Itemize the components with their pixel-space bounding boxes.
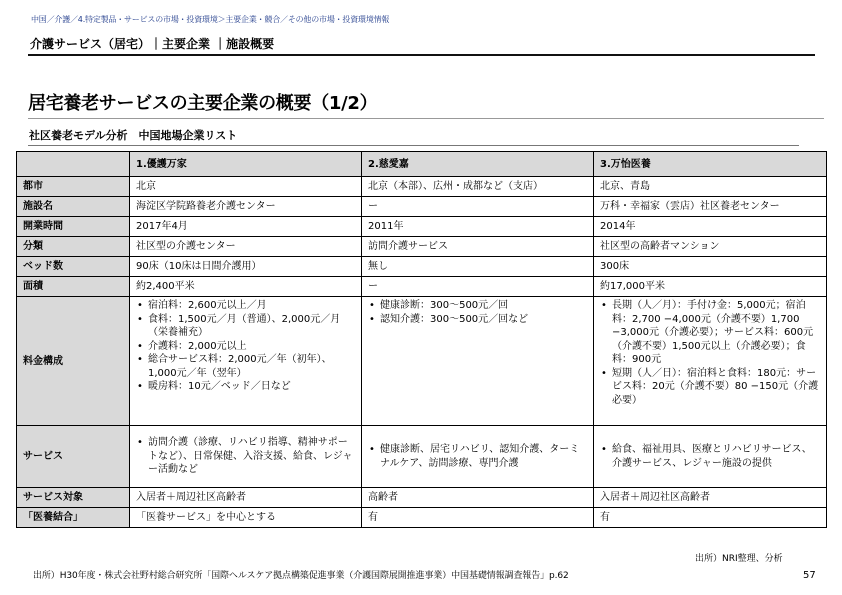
row-label: 料金構成 [17, 297, 130, 426]
table-cell: 訪問介護サービス [362, 237, 594, 257]
row-label: サービス対象 [17, 488, 130, 508]
row-label: 「医養結合」 [17, 508, 130, 528]
table-cell: 有 [362, 508, 594, 528]
bullet-item: • 健康診断、居宅リハビリ、認知介護、ターミナルケア、訪問診療、専門介護 [368, 443, 587, 470]
source-note: 出所）NRI整理、分析 [695, 554, 783, 564]
table-cell: 約2,400平米 [130, 277, 362, 297]
table-subtitle: 社区養老モデル分析 中国地場企業リスト [29, 129, 238, 142]
table-cell: 約17,000平米 [594, 277, 827, 297]
bullet-list [136, 436, 355, 477]
table-cell: ー [362, 277, 594, 297]
row-label: 都市 [17, 177, 130, 197]
bullet-item: • 給食、福祉用具、医療とリハビリサービス、介護サービス、レジャー施設の提供 [600, 443, 820, 470]
bullet-list [600, 443, 820, 470]
table-cell [594, 426, 827, 488]
bullet-item: • 認知介護：300～500元／回など [368, 313, 587, 327]
bullet-item: • 総合サービス料：2,000元／年（初年）、1,000元／年（翌年） [136, 353, 355, 380]
bullet-item: • 暖房料：10元／ベッド／日など [136, 380, 355, 394]
bullet-list [136, 299, 355, 394]
bullet-list [368, 299, 587, 326]
table-row [17, 177, 827, 197]
breadcrumb: 中国／介護／4.特定製品・サービスの市場・投資環境＞主要企業・競合／その他の市場・投資環境情報 [31, 15, 390, 24]
table-cell [130, 297, 362, 426]
table-cell [594, 297, 827, 426]
table-cell: 2011年 [362, 217, 594, 237]
table-row [17, 508, 827, 528]
header-cell-company: 2.慈愛嘉 [362, 152, 594, 177]
table-cell: 北京（本部）、広州・成都など（支店） [362, 177, 594, 197]
table-cell: 有 [594, 508, 827, 528]
table-cell: 90床（10床は日間介護用） [130, 257, 362, 277]
table-row [17, 488, 827, 508]
table-cell [362, 297, 594, 426]
table-cell: ー [362, 197, 594, 217]
company-comparison-table [16, 151, 827, 528]
row-label: ベッド数 [17, 257, 130, 277]
table-cell: 海淀区学院路養老介護センター [130, 197, 362, 217]
table-cell [130, 426, 362, 488]
table-cell: 万科・幸福家（雲店）社区養老センター [594, 197, 827, 217]
table-cell: 社区型の介護センター [130, 237, 362, 257]
table-cell: 2017年4月 [130, 217, 362, 237]
bullet-list [600, 299, 820, 407]
row-label: サービス [17, 426, 130, 488]
table-cell: 入居者＋周辺社区高齢者 [594, 488, 827, 508]
bullet-item: • 長期（人／月）：手付け金：5,000元；宿泊料：2,700 −4,000元（介護不要）1,700 −3,000元（介護必要）；サービス料：600元（介護不要）1,500元以上（介護必要）；食料：900元 [600, 299, 820, 367]
bullet-item: • 介護料：2,000元以上 [136, 340, 355, 354]
header-cell-blank [17, 152, 130, 177]
row-label: 開業時間 [17, 217, 130, 237]
subtitle-rule [28, 145, 799, 146]
table-row [17, 197, 827, 217]
row-label: 施設名 [17, 197, 130, 217]
bullet-item: • 訪問介護（診療、リハビリ指導、精神サポートなど）、日常保健、入浴支援、給食、レジャー活動など [136, 436, 355, 477]
bullet-list [368, 443, 587, 470]
table-cell: 「医養サービス」を中心とする [130, 508, 362, 528]
header-cell-company: 1.優護万家 [130, 152, 362, 177]
table-header-row [17, 152, 827, 177]
table-row [17, 297, 827, 426]
table-cell [362, 426, 594, 488]
table-row [17, 217, 827, 237]
table-cell: 入居者＋周辺社区高齢者 [130, 488, 362, 508]
header-cell-company: 3.万怡医養 [594, 152, 827, 177]
table-cell: 300床 [594, 257, 827, 277]
section-title: 介護サービス（居宅）｜主要企業 ｜施設概要 [30, 37, 275, 51]
footnote: 出所）H30年度・株式会社野村総合研究所「国際ヘルスケア拠点構築促進事業（介護国際展開推進事業）中国基礎情報調査報告」p.62 [33, 571, 569, 581]
table-row [17, 257, 827, 277]
table-row [17, 277, 827, 297]
table-row [17, 426, 827, 488]
row-label: 面積 [17, 277, 130, 297]
bullet-item: • 短期（人／日）：宿泊料と食料：180元：サービス料：20元（介護不要）80 −150元（介護必要） [600, 367, 820, 408]
bullet-item: • 宿泊料：2,600元以上／月 [136, 299, 355, 313]
table-cell: 北京 [130, 177, 362, 197]
header-rule [28, 54, 815, 56]
table-row [17, 237, 827, 257]
table-cell: 無し [362, 257, 594, 277]
bullet-item: • 食料：1,500元／月（普通）、2,000元／月（栄養補充） [136, 313, 355, 340]
table-cell: 高齢者 [362, 488, 594, 508]
table-cell: 社区型の高齢者マンション [594, 237, 827, 257]
title-rule [28, 118, 824, 119]
table-cell: 北京、青島 [594, 177, 827, 197]
page-number: 57 [803, 570, 816, 581]
bullet-item: • 健康診断：300～500元／回 [368, 299, 587, 313]
row-label: 分類 [17, 237, 130, 257]
page-title: 居宅養老サービスの主要企業の概要（1/2） [28, 93, 378, 114]
table-cell: 2014年 [594, 217, 827, 237]
